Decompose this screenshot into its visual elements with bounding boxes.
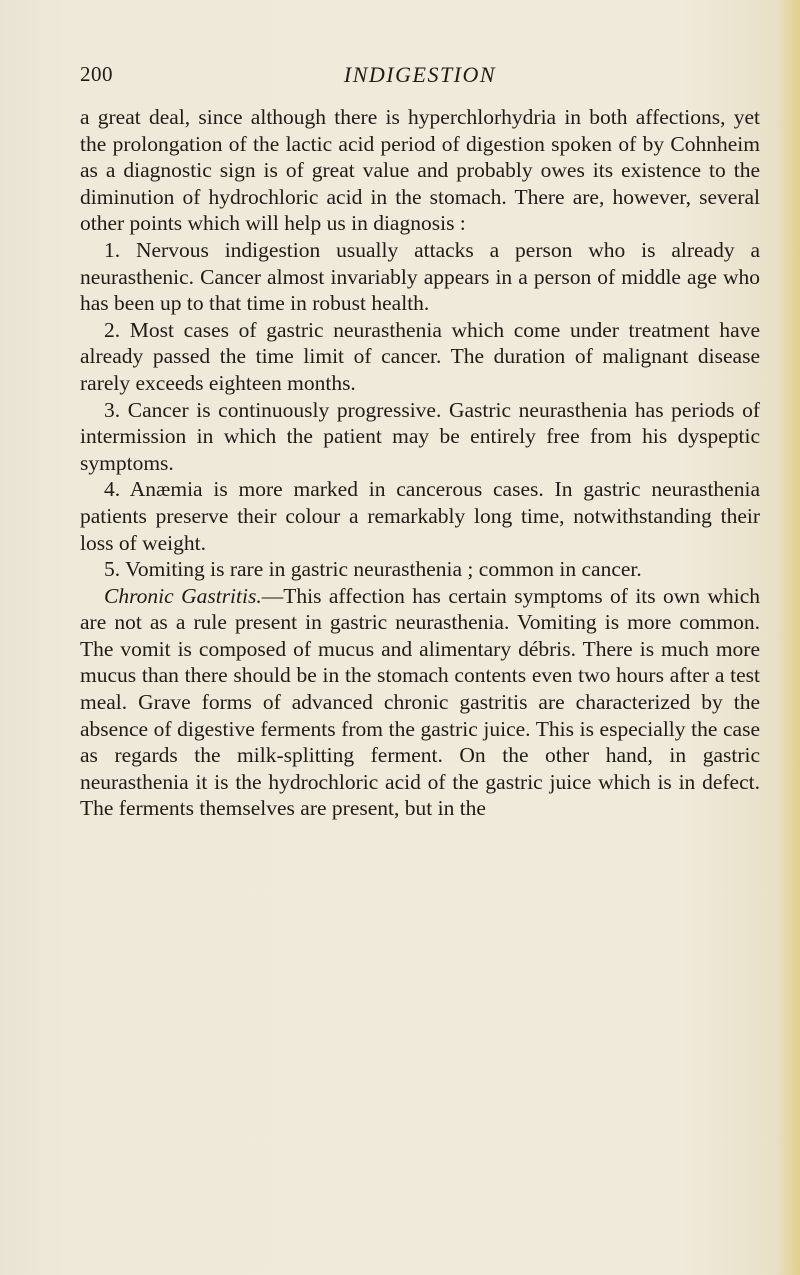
paragraph-point-3: 3. Cancer is continuously progressive. Gastric neurasthenia has periods of intermission in which the patient may be entirely free from his dyspeptic symptoms. [80,397,760,475]
page-number: 200 [80,62,113,86]
running-title: INDIGESTION [343,62,497,87]
chronic-gastritis-heading: Chronic Gastritis. [104,583,262,608]
chronic-gastritis-body: —This affection has certain symptoms of its own which are not as a rule present in gastric neurasthenia. Vomiting is more common. The vomit is composed of mucus and alimentary débris. There is much more mucus than there should be in the stomach contents even two hours after a test meal. Grave forms of advanced chronic gastritis are characterized by the absence of digestive ferments from the gastric juice. This is especially the case as regards the milk-splitting ferment. On the other hand, in gastric neurasthenia it is the hydrochloric acid of the gastric juice which is in defect. The ferments themselves are present, but in the [80,583,760,821]
paragraph-intro: a great deal, since although there is hyperchlorhydria in both affections, yet the prolongation of the lactic acid period of digestion spoken of by Cohnheim as a diagnostic sign is of great value and probably owes its existence to the diminution of hydrochloric acid in the stomach. There are, however, several other points which will help us in diagnosis : [80,105,760,236]
page-header [80,62,760,92]
paragraph-point-4: 4. Anæmia is more marked in cancerous cases. In gastric neurasthenia patients preserve their colour a remarkably long time, notwithstanding their loss of weight. [80,477,760,555]
paragraph-point-1: 1. Nervous indigestion usually attacks a person who is already a neurasthenic. Cancer almost invariably appears in a person of middle age who has been up to that time in robust health. [80,237,760,316]
paragraph-point-2: 2. Most cases of gastric neurasthenia which come under treatment have already passed the time limit of cancer. The duration of malignant disease rarely exceeds eighteen months. [80,317,760,395]
paragraph-chronic-gastritis [80,583,760,822]
paragraph-point-5: 5. Vomiting is rare in gastric neurasthenia ; common in cancer. [104,557,642,582]
body-text [80,104,760,822]
